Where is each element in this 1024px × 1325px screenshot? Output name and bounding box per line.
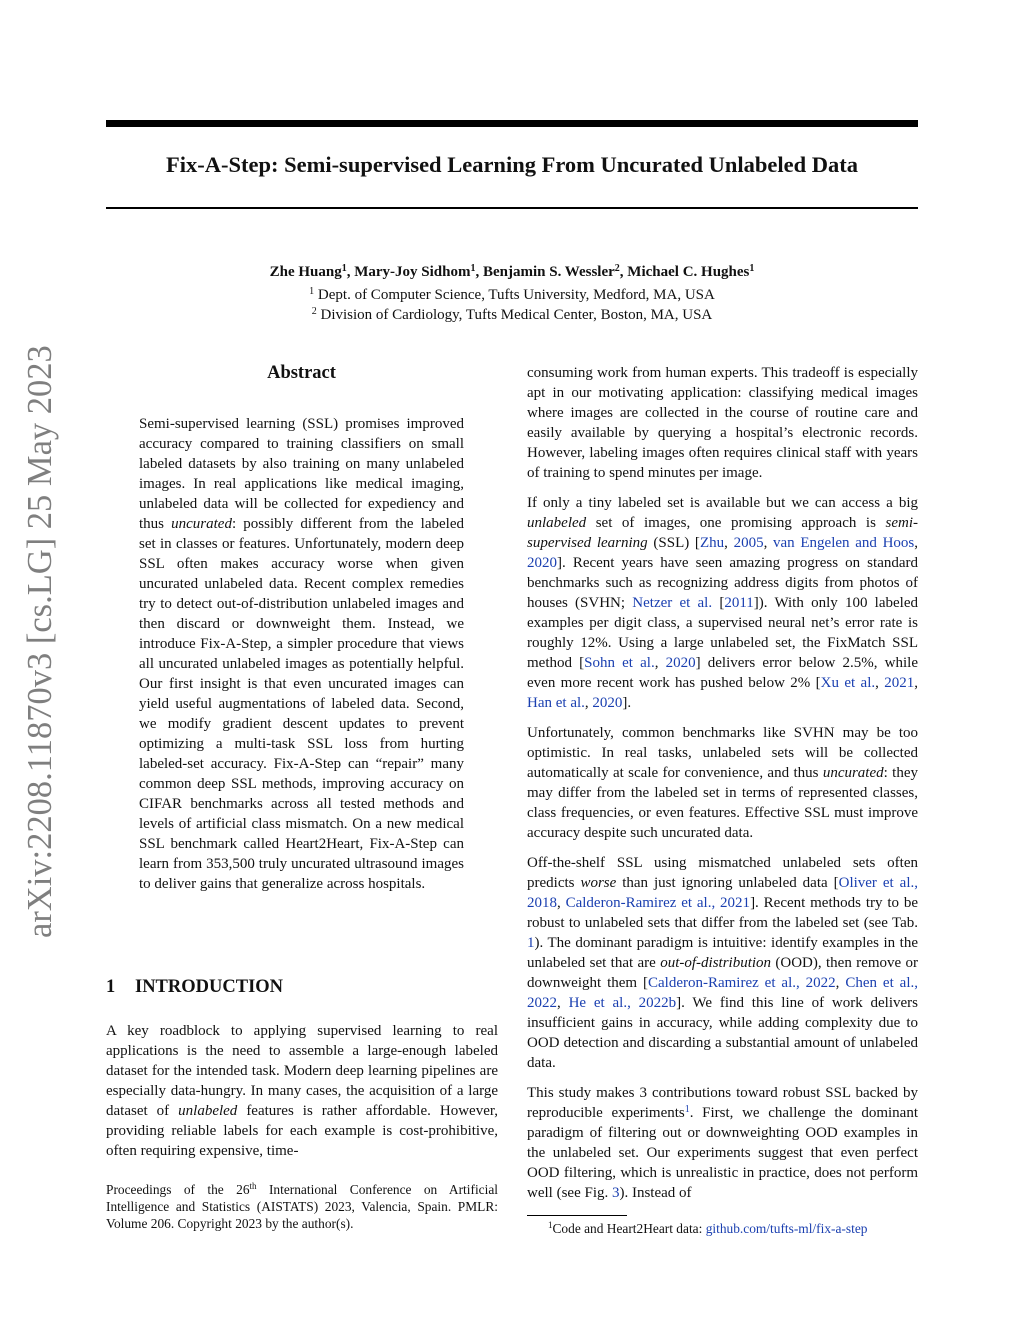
affiliation-2 xyxy=(106,305,918,325)
author-name: Mary-Joy Sidhom xyxy=(354,264,471,280)
citation-link[interactable]: Oliver et al., 2018 xyxy=(527,875,918,911)
body-paragraph: This study makes 3 contributions toward robust SSL backed by reproducible experiments$^1$. First, we challenge the dominant paradigm of filtering out or downweighting OOD examples in the unlabeled set. Our experiments suggest that even perfect OOD filtering, which is unrealistic in practice, does not perform well (see Fig. 3). Instead of xyxy=(527,1085,918,1201)
citation-link[interactable]: Han et al. xyxy=(527,695,585,711)
affiliation-text: Dept. of Computer Science, Tufts University, Medford, MA, USA xyxy=(317,287,715,303)
author-affiliation-mark: 1 xyxy=(749,263,755,274)
paper-title: Fix-A-Step: Semi-supervised Learning From Uncurated Unlabeled Data xyxy=(165,152,859,177)
table-reference-link[interactable]: 1 xyxy=(527,935,535,951)
author-name: Benjamin S. Wessler xyxy=(482,264,615,280)
arxiv-identifier: arXiv:2208.11870v3 [cs.LG] 25 May 2023 xyxy=(21,345,59,938)
footnote-number: 1 xyxy=(548,1220,553,1230)
body-paragraph: Off-the-shelf SSL using mismatched unlabeled sets often predicts worse than just ignoring unlabeled data [Oliver et al., 2018, Calderon-Ramirez et al., 2021]. Recent methods try to be robust to unlabeled sets that differ from the labeled set (see Tab. 1). The dominant paradigm is intuitive: identify examples in the unlabeled set that are out-of-distribution (OOD), then remove or downweight them [Calderon-Ramirez et al., 2022, Chen et al., 2022, He et al., 2022b]. We find this line of work delivers insufficient gains in accuracy, while adding complexity due to OOD detection and discarding a substantial amount of unlabeled data. xyxy=(527,855,918,1071)
citation-link[interactable]: Zhu xyxy=(699,535,725,551)
citation-link[interactable]: Calderon-Ramirez et al., 2022 xyxy=(647,975,836,991)
section-title: INTRODUCTION xyxy=(135,977,284,997)
citation-link[interactable]: 2020 xyxy=(527,555,557,571)
right-column xyxy=(527,363,918,1213)
author-name: Zhe Huang xyxy=(269,264,342,280)
abstract-text: Semi-supervised learning (SSL) promises improved accuracy compared to training classifiers on small labeled datasets by also training on many unlabeled images. In real applications like medical imaging, unlabeled data will be collected for expediency and thus uncurated: possibly different from the labeled set in classes or features. Unfortunately, modern deep SSL often makes accuracy worse when given uncurated unlabeled data. Recent complex remedies try to detect out-of-distribution unlabeled images and then discard or downweight them. Instead, we introduce Fix-A-Step, a simpler procedure that views all uncurated unlabeled images as potentially helpful. Our first insight is that even uncurated images can yield useful augmentations of labeled data. Second, we modify gradient descent updates to prevent optimizing a multi-task SSL loss from hurting labeled-set accuracy. Fix-A-Step can “repair” many common deep SSL methods, improving accuracy on CIFAR benchmarks across all tested methods and levels of artificial class mismatch. On a new medical SSL benchmark called Heart2Heart, Fix-A-Step can learn from 353,500 truly uncurated ultrasound images to deliver gains that generalize across hospitals. xyxy=(139,416,464,892)
proceedings-footnote: Proceedings of the 26th International Conference on Artificial Intelligence and Statistics (AISTATS) 2023, Valencia, Spain. PMLR: Volume 206. Copyright 2023 by the author(s). xyxy=(106,1181,498,1231)
abstract-heading: Abstract xyxy=(267,363,336,383)
figure-reference-link[interactable]: 3 xyxy=(611,1185,620,1201)
citation-link[interactable]: 2011 xyxy=(724,595,754,611)
citation-link[interactable]: Netzer et al. xyxy=(632,595,713,611)
citation-link[interactable]: Xu et al. xyxy=(820,675,876,691)
title-rule-top xyxy=(106,120,918,127)
citation-link[interactable]: Sohn et al. xyxy=(584,655,655,671)
affiliation-number: 1 xyxy=(309,286,315,297)
section-number: 1 xyxy=(106,977,116,997)
citation-link[interactable]: 2005 xyxy=(733,535,764,551)
footnote-rule xyxy=(527,1215,627,1216)
author-name: Michael C. Hughes xyxy=(627,264,750,280)
section-heading-introduction xyxy=(106,976,498,998)
code-footnote xyxy=(548,1220,918,1237)
intro-paragraph: A key roadblock to applying supervised learning to real applications is the need to assemble a large-enough labeled dataset for the intended task. Modern deep learning pipelines are especially data-hungry. In many cases, the acquisition of a large dataset of unlabeled features is rather affordable. However, providing reliable labels for each example is cost-prohibitive, often requiring expensive, time- xyxy=(106,1023,498,1159)
citation-link[interactable]: Chen et al., 2022 xyxy=(527,975,918,1011)
body-paragraph: consuming work from human experts. This tradeoff is especially apt in our motivating application: classifying medical images where images are collected in the course of routine care and easily available by querying a hospital’s electronic records. However, labeling images often requires clinical staff with years of training to spend minutes per image. xyxy=(527,365,918,481)
citation-link[interactable]: Calderon-Ramirez et al., 2021 xyxy=(565,895,751,911)
citation-link[interactable]: He et al., 2022b xyxy=(568,995,677,1011)
citation-link[interactable]: 2020 xyxy=(592,695,623,711)
footnote-mark-link[interactable]: 1 xyxy=(684,1104,690,1115)
author-affiliation-mark: 2 xyxy=(614,263,620,274)
citation-link[interactable]: 2020 xyxy=(665,655,696,671)
author-affiliation-mark: 1 xyxy=(341,263,347,274)
footnote-text: Code and Heart2Heart data: xyxy=(552,1221,706,1236)
affiliation-text: Division of Cardiology, Tufts Medical Center, Boston, MA, USA xyxy=(320,307,713,323)
citation-link[interactable]: 2021 xyxy=(884,675,915,691)
author-list: Zhe Huang$^1$, Mary-Joy Sidhom$^1$, Benjamin S. Wessler$^2$, Michael C. Hughes$^1$ xyxy=(269,263,755,280)
body-paragraph: If only a tiny labeled set is available but we can access a big unlabeled set of images, one promising approach is semi-supervised learning (SSL) [Zhu, 2005, van Engelen and Hoos, 2020]. Recent years have seen amazing progress on standard benchmarks such as recognizing address digits from photos of houses (SVHN; Netzer et al. [2011]). With only 100 labeled examples per digit class, a supervised neural net’s error rate is roughly 12%. Using a large unlabeled set, the FixMatch SSL method [Sohn et al., 2020] delivers error below 2.5%, while even more recent work has pushed below 2% [Xu et al., 2021, Han et al., 2020]. xyxy=(527,495,919,711)
affiliation-number: 2 xyxy=(311,306,317,317)
author-affiliation-mark: 1 xyxy=(470,263,476,274)
body-paragraph: Unfortunately, common benchmarks like SVHN may be too optimistic. In real tasks, unlabeled sets will be collected automatically at scale for convenience, and thus uncurated: they may differ from the labeled set in terms of represented classes, class frequencies, or even features. Effective SSL must improve accuracy despite such uncurated data. xyxy=(527,725,918,841)
citation-link[interactable]: van Engelen and Hoos xyxy=(773,535,915,551)
title-rule-bottom xyxy=(106,207,918,209)
github-link[interactable]: github.com/tufts-ml/fix-a-step xyxy=(705,1221,868,1236)
affiliation-1 xyxy=(106,285,918,305)
